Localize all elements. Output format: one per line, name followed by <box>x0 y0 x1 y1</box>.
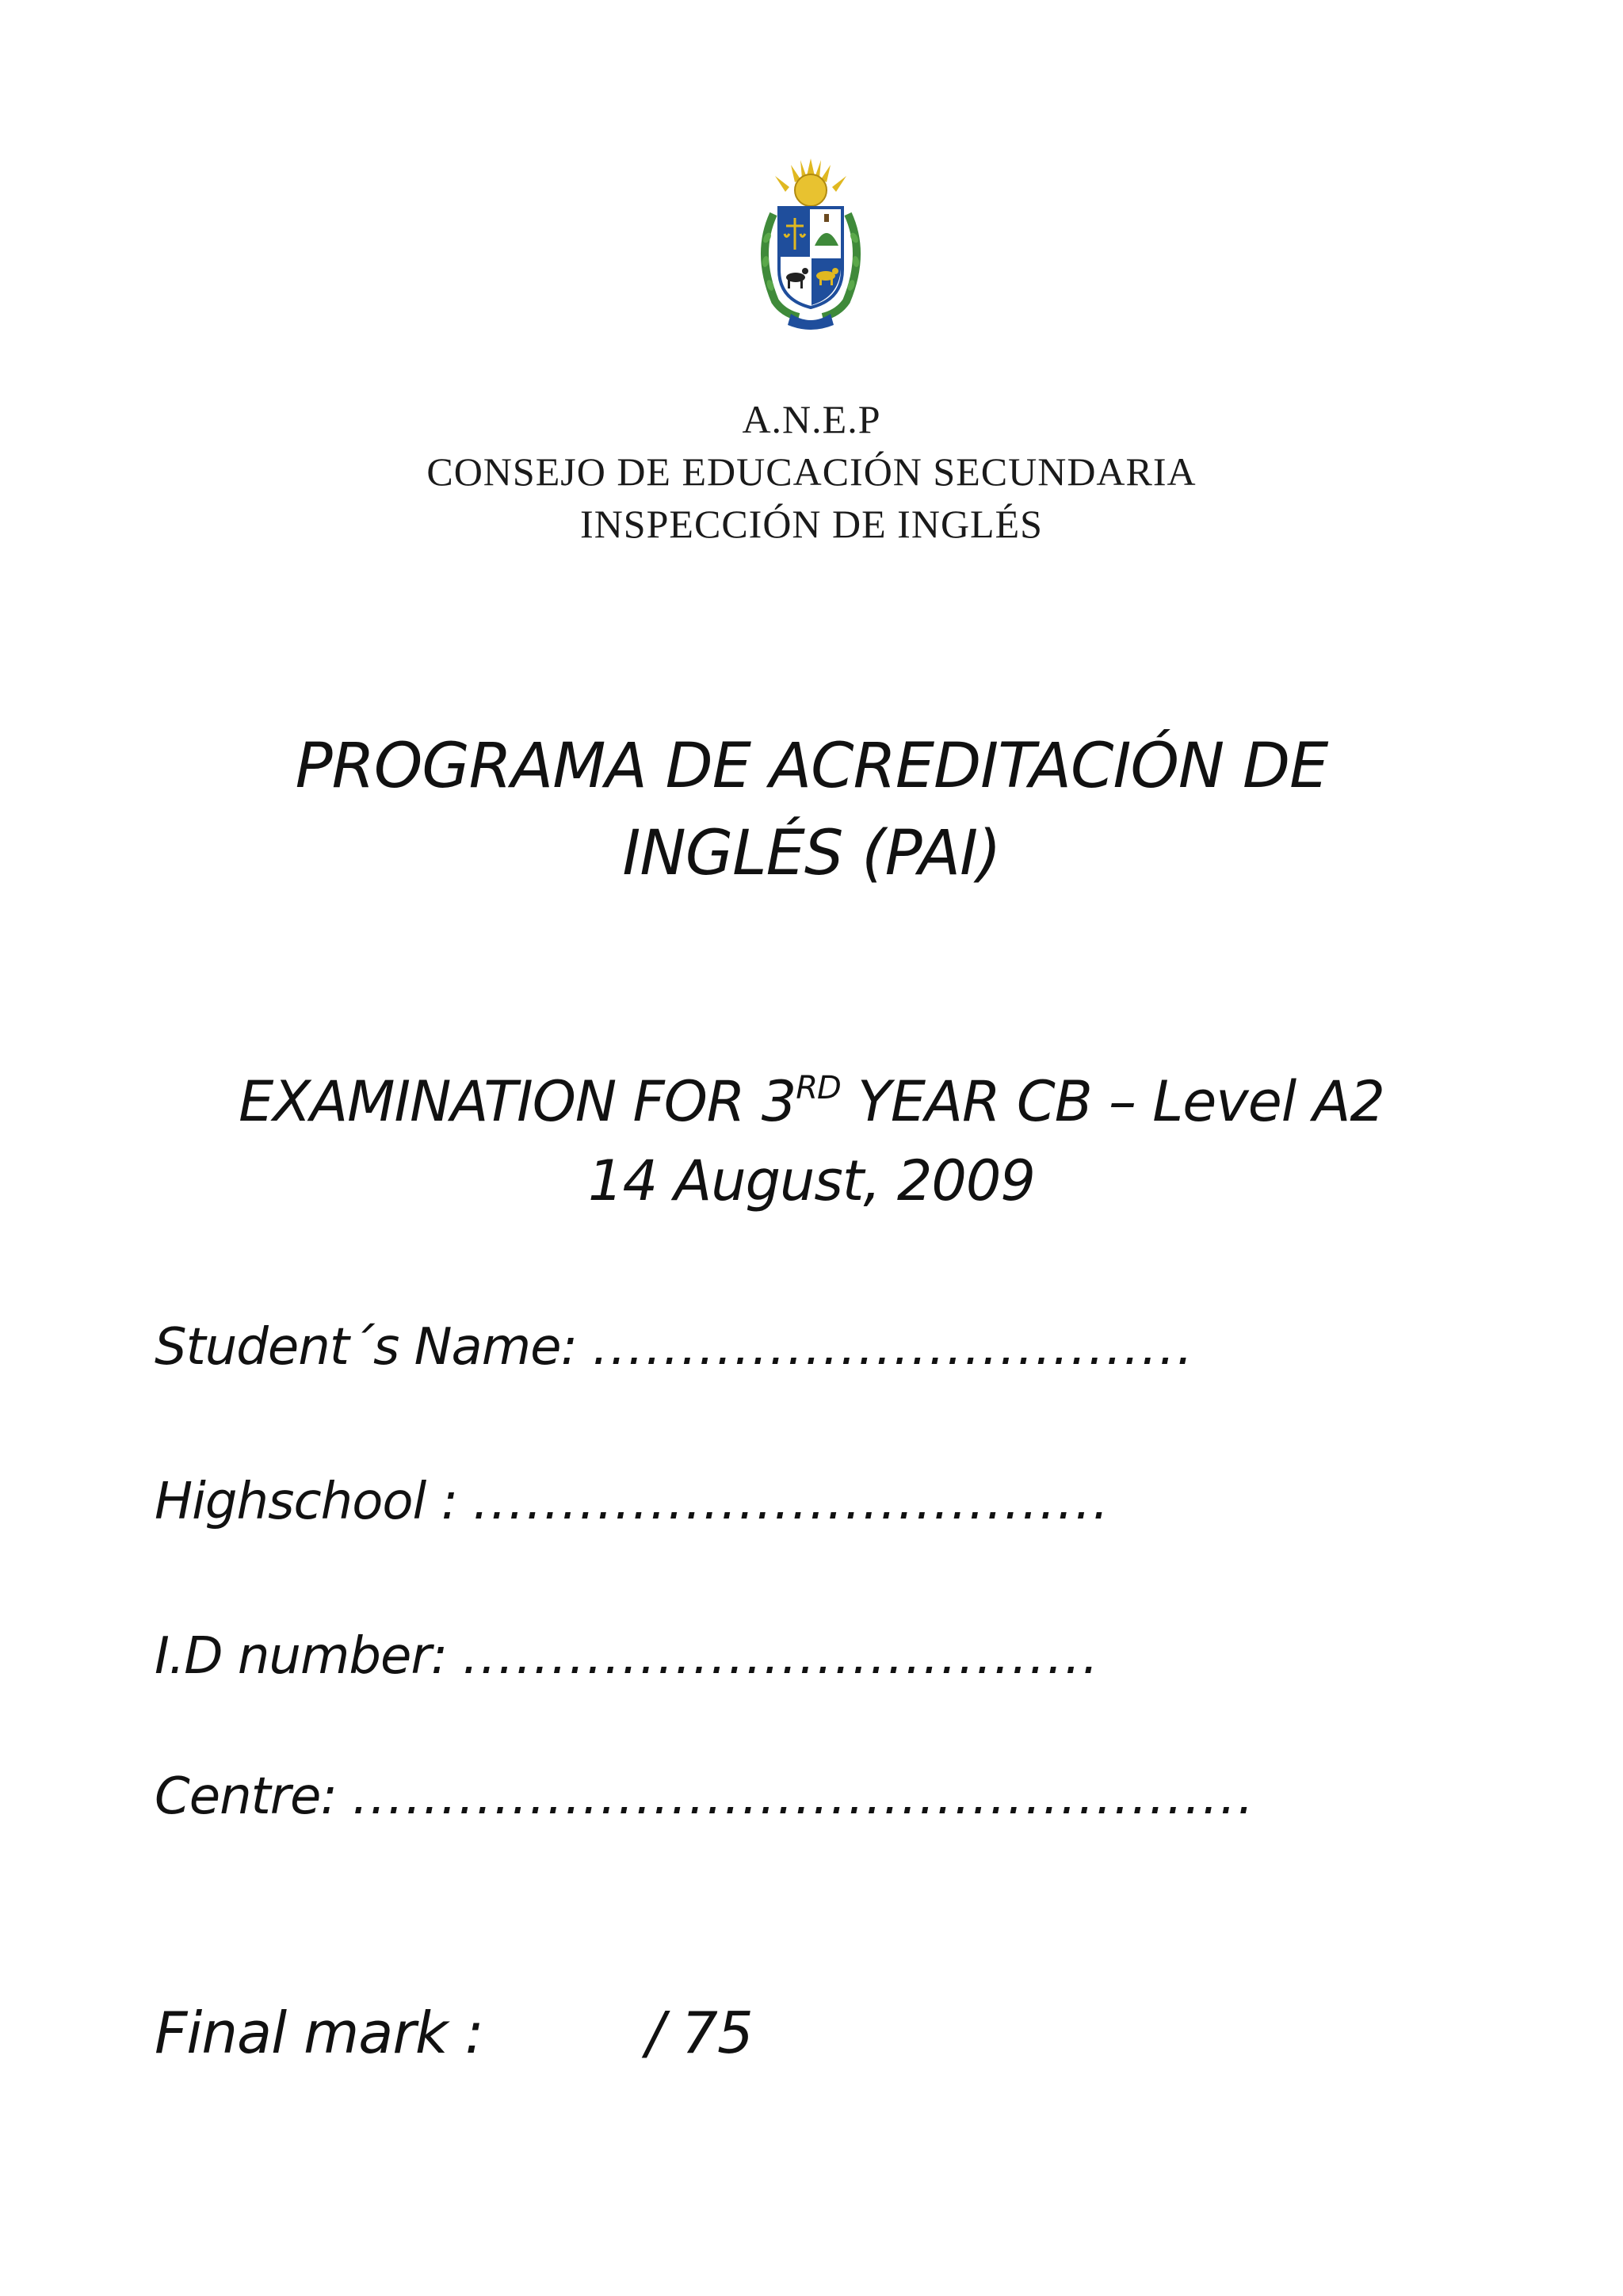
header-line-inspeccion: INSPECCIÓN DE INGLÉS <box>580 502 1043 546</box>
student-name-label: Student´s Name: <box>155 1318 593 1377</box>
coat-of-arms-icon <box>751 159 870 333</box>
final-mark-score[interactable]: / 75 <box>646 2000 753 2066</box>
id-number-blank[interactable]: .................................... <box>462 1627 1100 1686</box>
program-title-line2: INGLÉS (PAI) <box>622 818 1001 889</box>
centre-blank[interactable]: ................................................... <box>352 1767 1255 1826</box>
ribbon <box>788 314 834 330</box>
program-title <box>0 723 1623 897</box>
exam-prefix: EXAMINATION FOR 3 <box>239 1069 796 1134</box>
id-number-field[interactable] <box>155 1621 1100 1692</box>
highschool-label: Highschool : <box>155 1473 473 1531</box>
centre-field[interactable] <box>155 1761 1255 1832</box>
student-name-blank[interactable]: .................................. <box>592 1318 1195 1377</box>
exam-date: 14 August, 2009 <box>588 1148 1035 1213</box>
exam-ordinal-suffix: RD <box>796 1070 841 1106</box>
id-number-label: I.D number: <box>155 1627 463 1686</box>
highschool-blank[interactable]: .................................... <box>472 1473 1110 1531</box>
institution-header <box>0 393 1623 550</box>
exam-level: YEAR CB – Level A2 <box>840 1069 1384 1134</box>
header-line-anep: A.N.E.P <box>742 397 881 441</box>
student-name-field[interactable] <box>155 1312 1194 1383</box>
final-mark-row <box>155 1993 753 2073</box>
exam-heading <box>0 1062 1623 1221</box>
program-title-line1: PROGRAMA DE ACREDITACIÓN DE <box>295 731 1328 802</box>
sun <box>795 174 827 206</box>
header-line-consejo: CONSEJO DE EDUCACIÓN SECUNDARIA <box>426 449 1197 494</box>
final-mark-label: Final mark : <box>155 2000 483 2066</box>
centre-label: Centre: <box>155 1767 353 1826</box>
exam-heading-line <box>0 1062 1623 1141</box>
highschool-field[interactable] <box>155 1466 1110 1538</box>
